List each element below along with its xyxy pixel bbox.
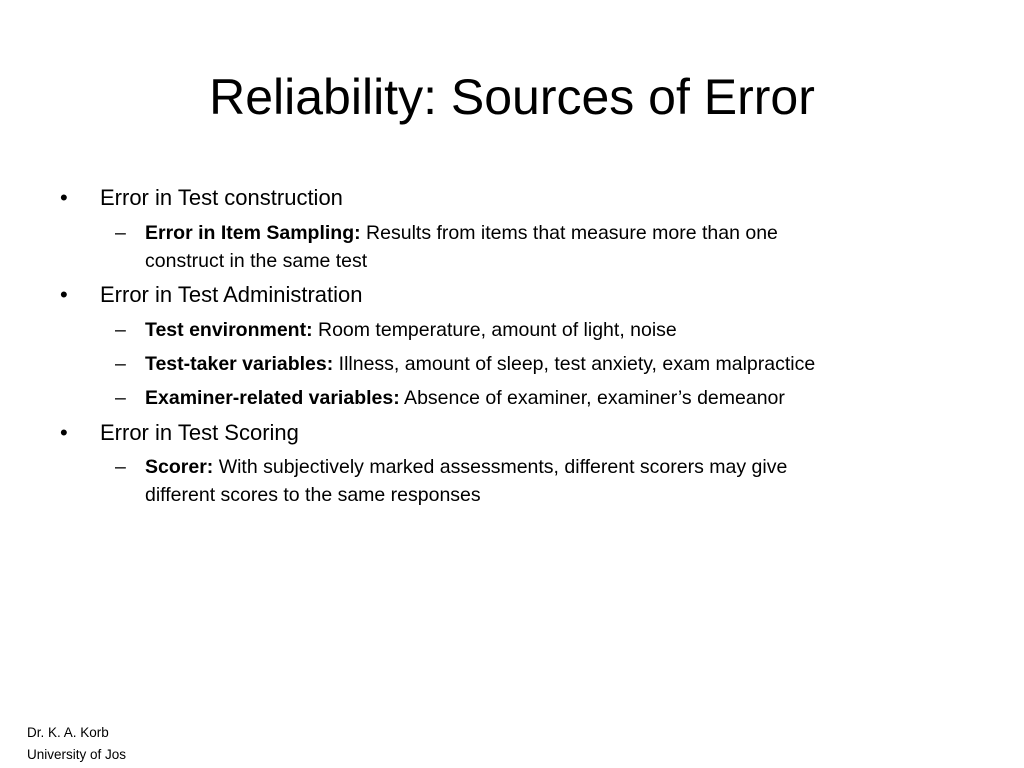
dash-icon: – [115, 319, 126, 341]
dash-icon: – [115, 222, 126, 244]
sub-bullet-desc-continued: construct in the same test [145, 250, 368, 272]
sub-bullet-term: Scorer: [145, 456, 214, 478]
bullet-item [60, 419, 299, 447]
bullet-text: Error in Test Scoring [100, 420, 299, 445]
sub-bullet-item [115, 316, 945, 344]
bullet-item [60, 281, 363, 309]
sub-bullet-item [115, 350, 945, 378]
sub-bullet-desc: With subjectively marked assessments, different scorers may give [213, 456, 788, 478]
slide-title: Reliability: Sources of Error [209, 69, 815, 125]
sub-bullet-desc: Results from items that measure more than one [360, 222, 778, 244]
bullet-icon: • [60, 185, 68, 210]
sub-bullet-item [115, 384, 945, 412]
bullet-text: Error in Test construction [100, 185, 343, 210]
bullet-text: Error in Test Administration [100, 282, 363, 307]
sub-bullet-desc: Absence of examiner, examiner’s demeanor [399, 387, 785, 409]
sub-bullet-term: Error in Item Sampling: [145, 222, 361, 244]
sub-bullet-item [115, 219, 945, 275]
footer-institution: University of Jos [27, 747, 127, 762]
bullet-icon: • [60, 282, 68, 307]
sub-bullet-desc: Illness, amount of sleep, test anxiety, exam malpractice [333, 353, 816, 375]
slide-footer [27, 722, 126, 766]
sub-bullet-item [115, 453, 945, 509]
sub-bullet-term: Examiner-related variables: [145, 387, 400, 409]
sub-bullet-term: Test-taker variables: [145, 353, 334, 375]
sub-bullet-desc-continued: different scores to the same responses [145, 484, 481, 506]
sub-bullet-term: Test environment: [145, 319, 313, 341]
dash-icon: – [115, 387, 126, 409]
sub-bullet-desc: Room temperature, amount of light, noise [312, 319, 677, 341]
dash-icon: – [115, 353, 126, 375]
bullet-item [60, 184, 343, 212]
bullet-icon: • [60, 420, 68, 445]
footer-author: Dr. K. A. Korb [27, 725, 109, 740]
dash-icon: – [115, 456, 126, 478]
